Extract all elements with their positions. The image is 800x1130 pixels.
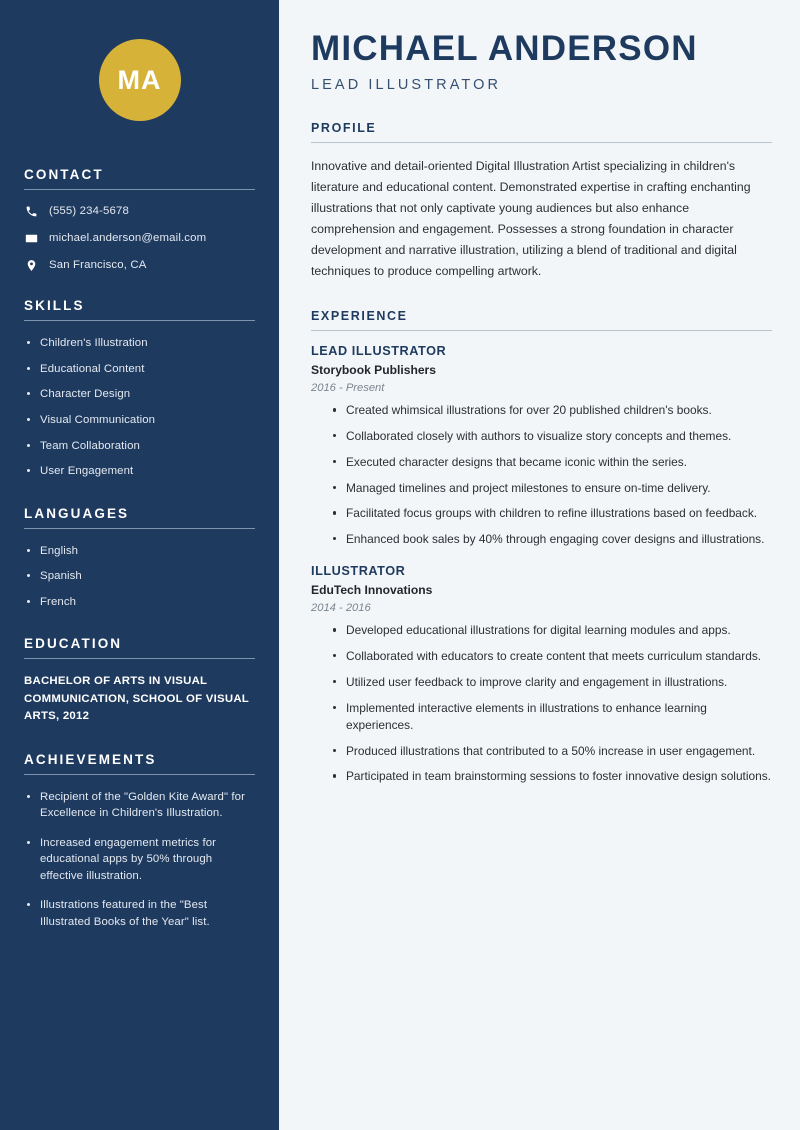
achievements-divider	[24, 774, 255, 775]
job-title-subtitle: LEAD ILLUSTRATOR	[311, 76, 502, 93]
education-divider	[24, 658, 255, 659]
languages-divider	[24, 528, 255, 529]
list-item: User Engagement	[24, 463, 255, 479]
list-item: Developed educational illustrations for digital learning modules and apps.	[333, 622, 772, 639]
profile-heading: PROFILE	[311, 120, 377, 135]
education-heading: EDUCATION	[24, 636, 123, 652]
experience-divider	[311, 330, 772, 331]
profile-text: Innovative and detail-oriented Digital Illustration Artist specializing in children's literature and educational content. Demonstrated expertise in crafting enchanting illustrations that not only captivate young audiences but also enhance comprehension and engagement. Possesses a strong foundation in character development and narrative illustration, utilizing a blend of traditional and digital techniques to produce compelling artwork.	[311, 158, 751, 279]
sidebar-section-languages	[24, 506, 255, 611]
list-item: Managed timelines and project milestones to ensure on-time delivery.	[333, 480, 772, 497]
list-item: Visual Communication	[24, 412, 255, 428]
main-section-profile	[311, 121, 772, 283]
list-item: Increased engagement metrics for educational apps by 50% through effective illustration.	[24, 835, 255, 885]
experience-heading: EXPERIENCE	[311, 309, 408, 324]
list-item: Recipient of the "Golden Kite Award" for Excellence in Children's Illustration.	[24, 789, 255, 822]
list-item: Spanish	[24, 568, 255, 584]
contact-location-row[interactable]	[24, 258, 255, 272]
sidebar-section-achievements	[24, 752, 255, 931]
main-section-experience	[311, 309, 772, 785]
experience-dates: 2016 - Present	[311, 382, 385, 395]
contact-location-value: San Francisco, CA	[49, 259, 147, 271]
sidebar-section-contact	[24, 167, 255, 272]
avatar-container	[24, 0, 255, 167]
experience-entry	[311, 344, 772, 548]
languages-heading: LANGUAGES	[24, 505, 130, 521]
languages-list	[24, 543, 255, 611]
experience-role: LEAD ILLUSTRATOR	[311, 344, 447, 359]
skills-heading: SKILLS	[24, 298, 85, 313]
list-item: Created whimsical illustrations for over 20 published children's books.	[333, 402, 772, 419]
list-item: Produced illustrations that contributed to a 50% increase in user engagement.	[333, 743, 772, 760]
sidebar	[0, 0, 279, 1130]
list-item: Illustrations featured in the "Best Illustrated Books of the Year" list.	[24, 897, 255, 930]
list-item: French	[24, 594, 255, 610]
education-entry: BACHELOR OF ARTS IN VISUAL COMMUNICATION, SCHOOL OF VISUAL ARTS, 2012	[24, 675, 249, 723]
experience-dates: 2014 - 2016	[311, 602, 371, 615]
contact-divider	[24, 189, 255, 190]
sidebar-section-education	[24, 636, 255, 725]
list-item: Educational Content	[24, 361, 255, 377]
list-item: Collaborated closely with authors to visualize story concepts and themes.	[333, 428, 772, 445]
achievements-heading: ACHIEVEMENTS	[24, 751, 157, 767]
contact-phone-value: (555) 234-5678	[49, 205, 129, 217]
contact-heading: CONTACT	[24, 167, 104, 182]
main-content	[279, 0, 800, 1130]
achievements-list	[24, 789, 255, 931]
avatar: MA	[99, 39, 181, 121]
experience-role: ILLUSTRATOR	[311, 564, 406, 579]
list-item: Team Collaboration	[24, 438, 255, 454]
phone-icon	[24, 204, 38, 218]
contact-email-row[interactable]	[24, 231, 255, 245]
list-item: Participated in team brainstorming sessions to foster innovative design solutions.	[333, 768, 772, 785]
profile-divider	[311, 142, 772, 143]
experience-bullets	[311, 622, 772, 785]
list-item: Utilized user feedback to improve clarity and engagement in illustrations.	[333, 674, 772, 691]
experience-company: EduTech Innovations	[311, 583, 433, 598]
experience-company: Storybook Publishers	[311, 363, 436, 378]
list-item: Character Design	[24, 386, 255, 402]
map-pin-icon	[24, 258, 38, 272]
sidebar-section-skills	[24, 298, 255, 480]
experience-bullets	[311, 402, 772, 548]
list-item: Enhanced book sales by 40% through engaging cover designs and illustrations.	[333, 531, 772, 548]
skills-list	[24, 335, 255, 480]
list-item: Implemented interactive elements in illustrations to enhance learning experiences.	[333, 700, 772, 735]
skills-divider	[24, 320, 255, 321]
experience-entry	[311, 564, 772, 785]
list-item: Facilitated focus groups with children to refine illustrations based on feedback.	[333, 505, 772, 522]
envelope-icon	[24, 231, 38, 245]
contact-phone-row[interactable]	[24, 204, 255, 218]
list-item: Children's Illustration	[24, 335, 255, 351]
contact-email-value: michael.anderson@email.com	[49, 232, 207, 244]
list-item: Collaborated with educators to create content that meets curriculum standards.	[333, 648, 772, 665]
list-item: Executed character designs that became iconic within the series.	[333, 454, 772, 471]
list-item: English	[24, 543, 255, 559]
page-title: MICHAEL ANDERSON	[311, 29, 698, 68]
